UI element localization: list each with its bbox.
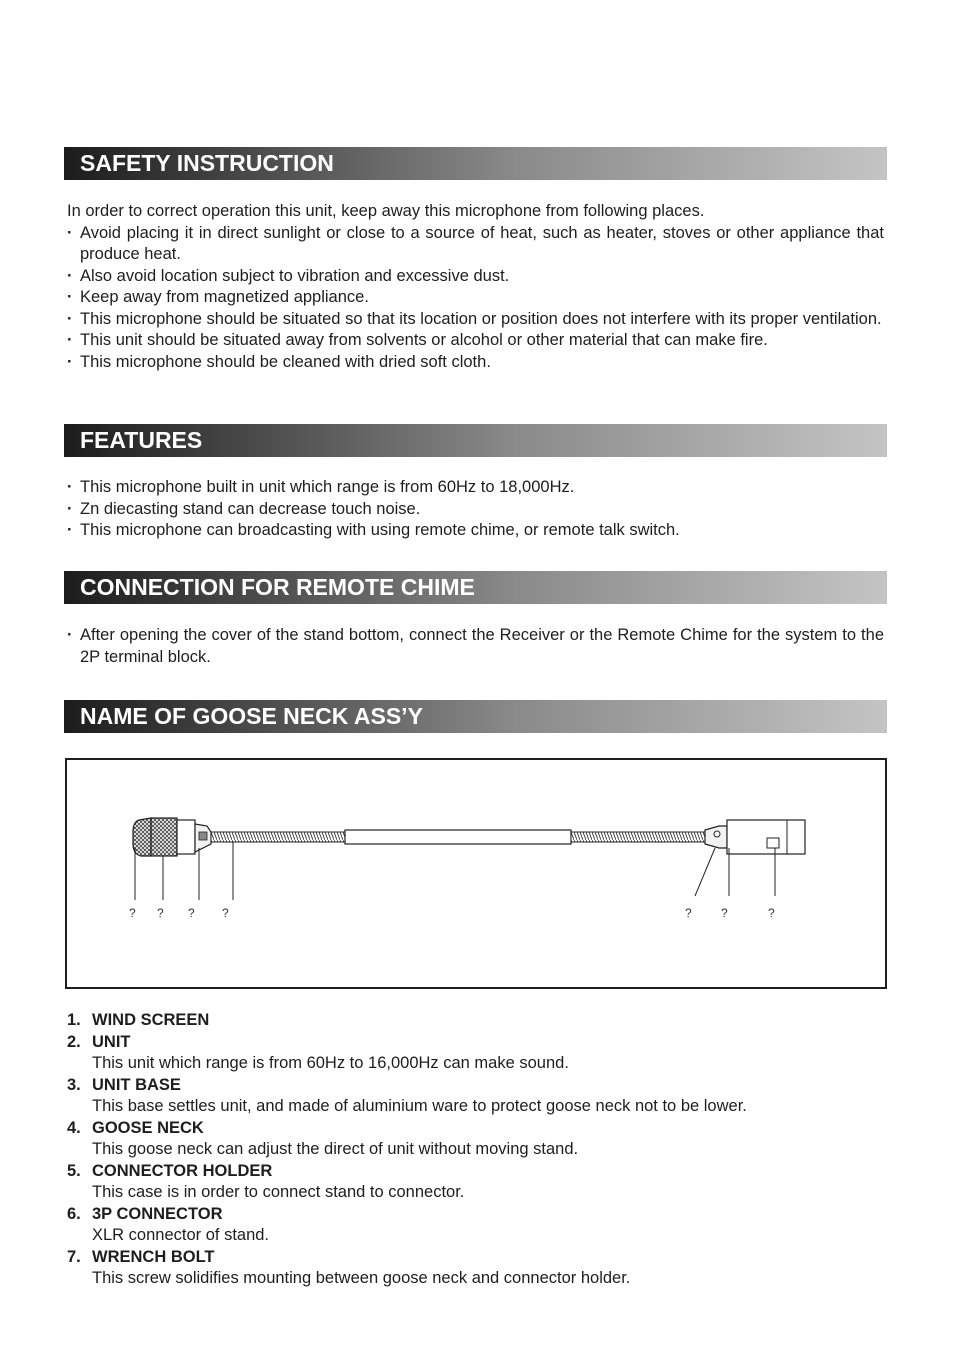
wrench-bolt-shape: [714, 831, 720, 837]
list-item: · Keep away from magnetized appliance.: [67, 287, 884, 309]
list-item: · This microphone should be situated so that its location or position does not interfere with its proper ventilation.: [67, 309, 884, 331]
list-item: [67, 1247, 884, 1290]
goose-neck-left-shape: [211, 832, 345, 842]
part-name: WRENCH BOLT: [92, 1247, 215, 1266]
safety-list: [67, 223, 884, 374]
part-description: This base settles unit, and made of aluminium ware to protect goose neck not to be lower.: [92, 1097, 747, 1115]
part-name: UNIT: [92, 1032, 131, 1051]
unit-shape: [177, 820, 195, 854]
parts-list: [67, 1010, 884, 1290]
list-item: · Avoid placing it in direct sunlight or close to a source of heat, such as heater, stoves or other appliance that produce heat.: [67, 223, 884, 266]
remote-chime-list: [67, 625, 884, 668]
callout-marker: ?: [157, 906, 164, 920]
part-name: WIND SCREEN: [92, 1011, 210, 1029]
goose-neck-diagram: [65, 758, 887, 989]
callout-marker: ?: [721, 906, 728, 920]
part-name: UNIT BASE: [92, 1075, 181, 1094]
connector-shape: [727, 820, 805, 854]
list-item: [67, 1010, 884, 1032]
goose-neck-tube-shape: [345, 830, 571, 844]
callout-marker: ?: [188, 906, 195, 920]
list-item: [67, 1161, 884, 1204]
part-name: GOOSE NECK: [92, 1118, 204, 1137]
part-description: XLR connector of stand.: [92, 1226, 270, 1244]
part-number: 6.: [67, 1204, 81, 1223]
wind-screen-shape: [133, 818, 151, 856]
list-item: [67, 1118, 884, 1161]
part-description: This goose neck can adjust the direct of unit without moving stand.: [92, 1140, 579, 1158]
safety-intro: In order to correct operation this unit, keep away this microphone from following places.: [67, 202, 705, 220]
part-description: This unit which range is from 60Hz to 16,000Hz can make sound.: [92, 1054, 569, 1072]
list-item: · Zn diecasting stand can decrease touch noise.: [67, 499, 884, 521]
part-number: 4.: [67, 1118, 81, 1137]
list-item: · Also avoid location subject to vibration and excessive dust.: [67, 266, 884, 288]
goose-neck-drawing: [67, 760, 889, 991]
list-item: · After opening the cover of the stand bottom, connect the Receiver or the Remote Chime for the system to the 2P terminal block.: [67, 625, 884, 668]
part-name: CONNECTOR HOLDER: [92, 1161, 273, 1180]
part-number: 2.: [67, 1032, 81, 1051]
list-item: [67, 1204, 884, 1247]
part-number: 7.: [67, 1247, 81, 1266]
list-item: · This microphone can broadcasting with using remote chime, or remote talk switch.: [67, 520, 884, 542]
features-list: [67, 477, 884, 542]
part-name: 3P CONNECTOR: [92, 1204, 223, 1223]
remote-chime-body: [67, 625, 884, 668]
list-item: · This microphone should be cleaned with dried soft cloth.: [67, 352, 884, 374]
part-number: 5.: [67, 1161, 81, 1180]
callout-marker: ?: [222, 906, 229, 920]
section-title-goose-neck: NAME OF GOOSE NECK ASS’Y: [64, 700, 887, 733]
callout-marker: ?: [685, 906, 692, 920]
part-number: 1.: [67, 1011, 81, 1029]
section-title-features: FEATURES: [64, 424, 887, 457]
list-item: · This microphone built in unit which range is from 60Hz to 18,000Hz.: [67, 477, 884, 499]
section-title-remote-chime: CONNECTION FOR REMOTE CHIME: [64, 571, 887, 604]
part-description: This screw solidifies mounting between goose neck and connector holder.: [92, 1269, 631, 1287]
list-item: [67, 1032, 884, 1075]
part-description: This case is in order to connect stand to connector.: [92, 1183, 465, 1201]
callout-marker: ?: [768, 906, 775, 920]
features-body: [67, 477, 884, 542]
list-item: · This unit should be situated away from solvents or alcohol or other material that can make fire.: [67, 330, 884, 352]
goose-neck-right-shape: [571, 832, 705, 842]
section-title-safety: SAFETY INSTRUCTION: [64, 147, 887, 180]
callout-marker: ?: [129, 906, 136, 920]
safety-body: [67, 201, 884, 373]
part-number: 3.: [67, 1075, 81, 1094]
list-item: [67, 1075, 884, 1118]
